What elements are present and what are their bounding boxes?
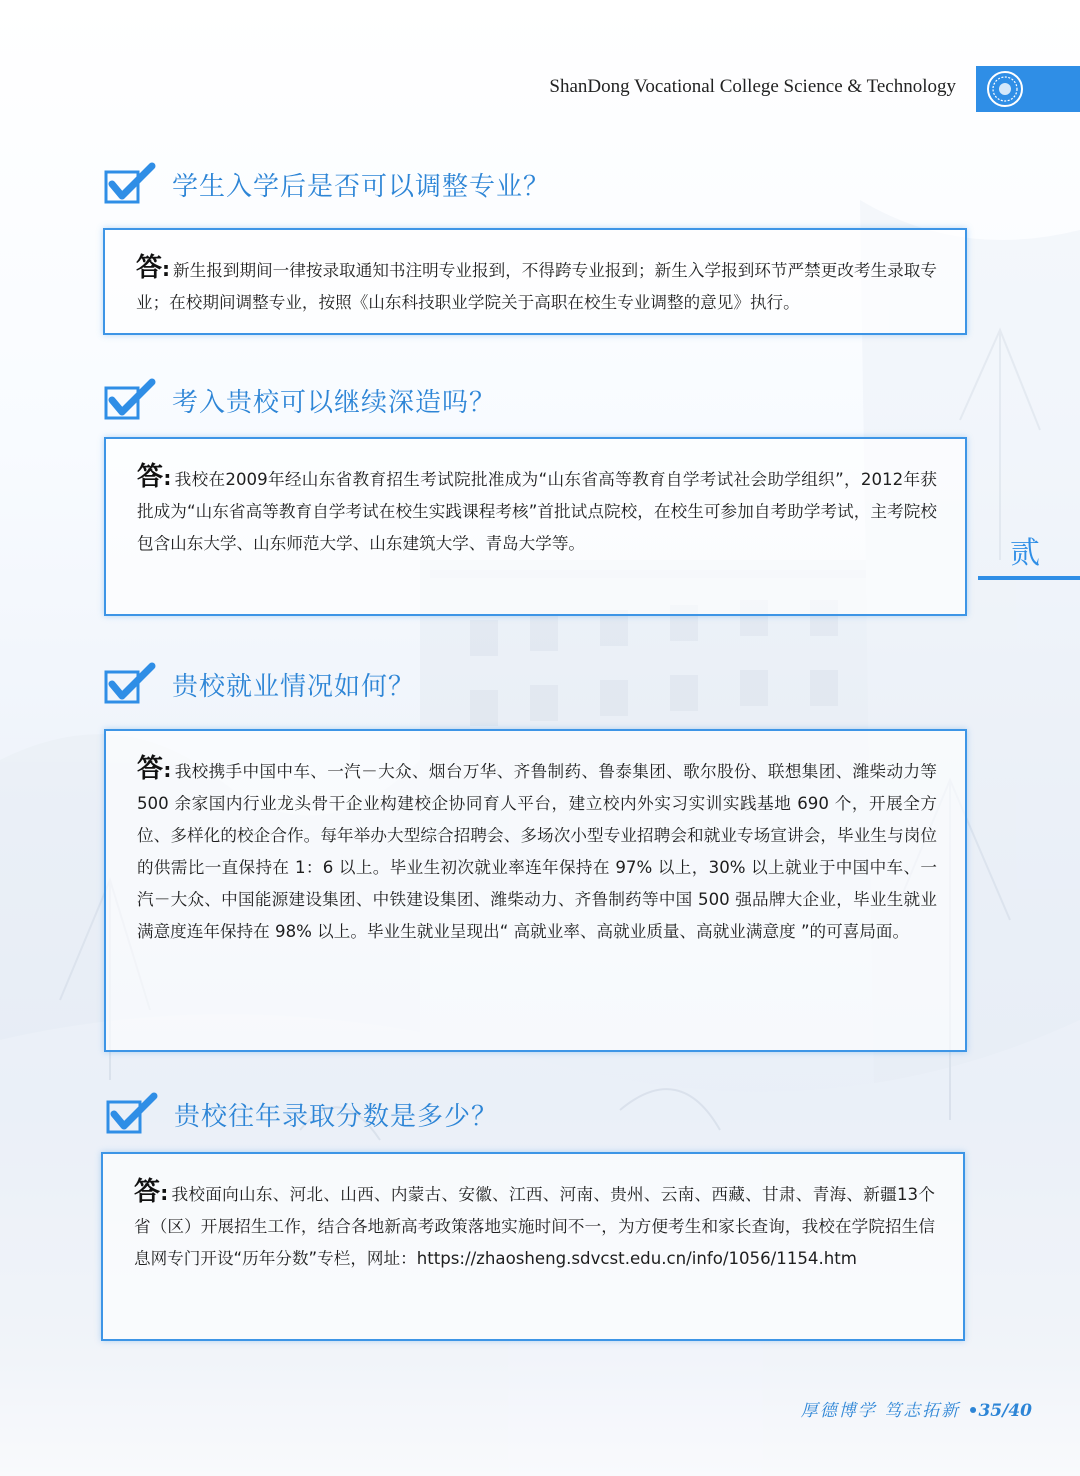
section-tab-underline [978, 576, 1080, 580]
question-title: 贵校往年录取分数是多少？ [174, 1102, 499, 1132]
checkbox-check-icon [104, 162, 156, 206]
question-title: 学生入学后是否可以调整专业？ [172, 172, 551, 202]
checkbox-check-icon [104, 662, 156, 706]
question-title: 考入贵校可以继续深造吗？ [172, 388, 497, 418]
answer-box [101, 1152, 965, 1341]
college-seal-icon [986, 70, 1024, 108]
page-number: •35/40 [967, 1401, 1032, 1421]
answer-text: 答: 我校在2009年经山东省教育招生考试院批准成为“山东省高等教育自学考试社会助学组织”，2012年获批成为“山东省高等教育自学考试在校生实践课程考核”首批试点院校，在校生可参加自考助学考试，主考院校包含山东大学、山东师范大学、山东建筑大学、青岛大学等。 [137, 462, 937, 553]
answer-label: 答 [137, 754, 164, 784]
question-title: 贵校就业情况如何？ [172, 672, 416, 702]
header-accent-bar [976, 66, 1080, 112]
checkbox-check-icon [104, 378, 156, 422]
answer-body: 我校在2009年经山东省教育招生考试院批准成为“山东省高等教育自学考试社会助学组织”，2012年获批成为“山东省高等教育自学考试在校生实践课程考核”首批试点院校，在校生可参加自考助学考试，主考院校包含山东大学、山东师范大学、山东建筑大学、青岛大学等。 [137, 470, 937, 553]
answer-body: 我校携手中国中车、一汽－大众、烟台万华、齐鲁制药、鲁泰集团、歌尔股份、联想集团、潍柴动力等 500 余家国内行业龙头骨干企业构建校企协同育人平台，建立校内外实习实训实践基地 690 个，开展全方位、多样化的校企合作。每年举办大型综合招聘会、多场次小型专业招聘会和就业专场宣讲会，毕业生与岗位的供需比一直保持在 1：6 以上。毕业生初次就业率连年保持在 97% 以上，30% 以上就业于中国中车、一汽－大众、中国能源建设集团、中铁建设集团、潍柴动力、齐鲁制药等中国 500 强品牌大企业，毕业生就业满意度连年保持在 98% 以上。毕业生就业呈现出“ 高就业率、高就业质量、高就业满意度 ”的可喜局面。 [137, 762, 937, 941]
answer-body: 新生报到期间一律按录取通知书注明专业报到，不得跨专业报到；新生入学报到环节严禁更改考生录取专业；在校期间调整专业，按照《山东科技职业学院关于高职在校生专业调整的意见》执行。 [136, 261, 937, 312]
answer-body: 我校面向山东、河北、山西、内蒙古、安徽、江西、河南、贵州、云南、西藏、甘肃、青海、新疆13个省（区）开展招生工作，结合各地新高考政策落地实施时间不一，为方便考生和家长查询，我校在学院招生信息网专门开设“历年分数”专栏，网址：https://zhaosheng.sdvcst.edu.cn/info/1056/1154.htm [134, 1185, 935, 1268]
answer-label: 答 [137, 462, 164, 492]
footer [760, 1396, 1032, 1421]
answer-label: 答 [136, 253, 163, 283]
answer-text: 答: 新生报到期间一律按录取通知书注明专业报到，不得跨专业报到；新生入学报到环节严禁更改考生录取专业；在校期间调整专业，按照《山东科技职业学院关于高职在校生专业调整的意见》执行。 [136, 253, 937, 312]
footer-motto: 厚德博学 笃志拓新 [800, 1401, 961, 1421]
answer-text: 答: 我校携手中国中车、一汽－大众、烟台万华、齐鲁制药、鲁泰集团、歌尔股份、联想集团、潍柴动力等 500 余家国内行业龙头骨干企业构建校企协同育人平台，建立校内外实习实训实践基地 690 个，开展全方位、多样化的校企合作。每年举办大型综合招聘会、多场次小型专业招聘会和就业专场宣讲会，毕业生与岗位的供需比一直保持在 1：6 以上。毕业生初次就业率连年保持在 97% 以上，30% 以上就业于中国中车、一汽－大众、中国能源建设集团、中铁建设集团、潍柴动力、齐鲁制药等中国 500 强品牌大企业，毕业生就业满意度连年保持在 98% 以上。毕业生就业呈现出“ 高就业率、高就业质量、高就业满意度 ”的可喜局面。 [137, 754, 937, 941]
section-tab-label: 贰 [1010, 536, 1040, 571]
answer-box [104, 437, 967, 616]
checkbox-check-icon [106, 1092, 158, 1136]
answer-box [104, 729, 967, 1052]
answer-text: 答: 我校面向山东、河北、山西、内蒙古、安徽、江西、河南、贵州、云南、西藏、甘肃、青海、新疆13个省（区）开展招生工作，结合各地新高考政策落地实施时间不一，为方便考生和家长查询，我校在学院招生信息网专门开设“历年分数”专栏，网址：https://zhaosheng.sdvcst.edu.cn/info/1056/1154.htm [134, 1177, 935, 1268]
answer-box [103, 228, 967, 335]
answer-label: 答 [134, 1177, 161, 1207]
header-title: ShanDong Vocational College Science & Technology [549, 76, 956, 97]
